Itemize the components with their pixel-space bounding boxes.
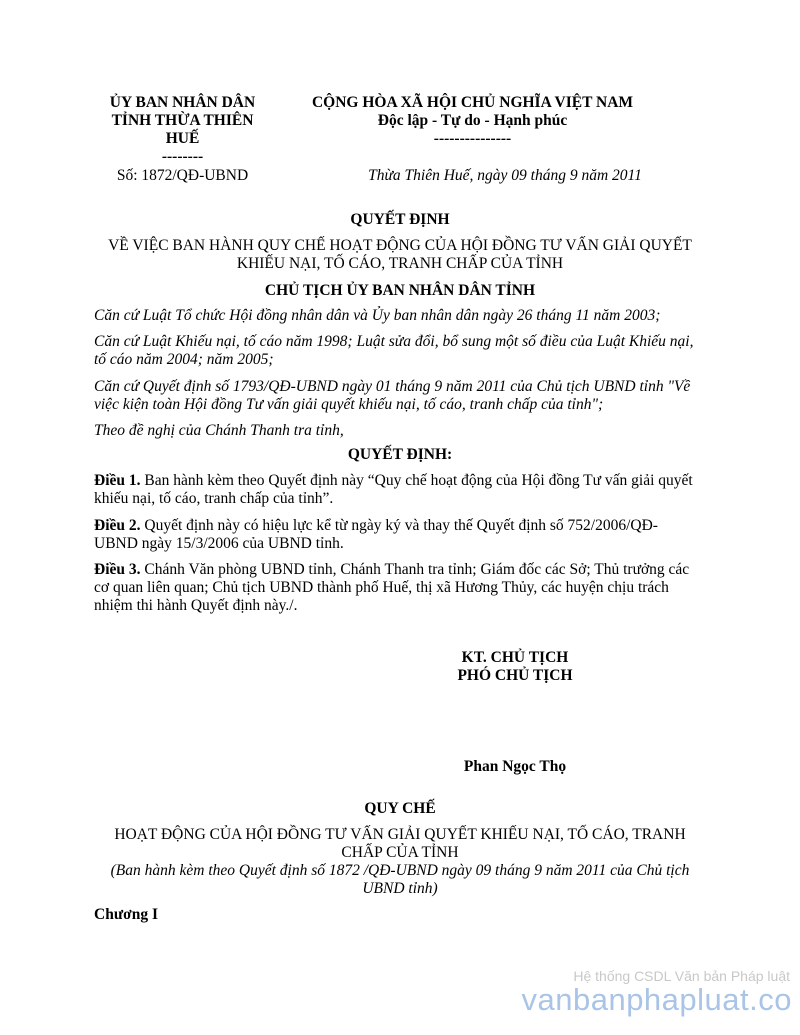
subject-line: HOẠT ĐỘNG CỦA HỘI ĐỒNG TƯ VẤN GIẢI QUYẾT KHIẾU NẠI, TỐ CÁO, TRANH bbox=[114, 826, 686, 843]
article-text: cơ quan liên quan; Chủ tịch UBND thành phố Huế, thị xã Hương Thủy, các huyện chịu trách bbox=[94, 579, 669, 596]
article-label: Điều 2. bbox=[94, 517, 141, 534]
note-line: UBND tỉnh) bbox=[362, 880, 438, 897]
basis-line: Căn cứ Quyết định số 1793/QĐ-UBND ngày 01 tháng 9 năm 2011 của Chủ tịch UBND tỉnh "Về bbox=[94, 378, 691, 395]
issuing-authority bbox=[90, 94, 275, 166]
article-text: UBND ngày 15/3/2006 của UBND tỉnh. bbox=[94, 535, 344, 552]
org-line: TỈNH THỪA THIÊN bbox=[111, 112, 254, 129]
decision-subject bbox=[90, 237, 710, 273]
basis-line: Căn cứ Luật Khiếu nại, tố cáo năm 1998; Luật sửa đổi, bổ sung một số điều của Luật Khiếu nại, bbox=[94, 333, 694, 350]
signature-position: PHÓ CHỦ TỊCH bbox=[457, 667, 573, 684]
subject-line: CHẤP CỦA TỈNH bbox=[341, 844, 459, 861]
regulation-issued-note bbox=[90, 862, 710, 898]
article-text: khiếu nại, tố cáo, tranh chấp của tỉnh”. bbox=[94, 490, 334, 507]
article-3 bbox=[94, 561, 704, 615]
org-divider: -------- bbox=[161, 148, 204, 165]
motto-divider: --------------- bbox=[433, 130, 512, 147]
regulation-subject bbox=[90, 826, 710, 862]
decides-heading: QUYẾT ĐỊNH: bbox=[347, 446, 453, 463]
legal-basis-2 bbox=[94, 333, 704, 369]
place-date: Thừa Thiên Huế, ngày 09 tháng 9 năm 2011 bbox=[368, 167, 642, 184]
article-1 bbox=[94, 472, 704, 508]
basis-line: việc kiện toàn Hội đồng Tư vấn giải quyết khiếu nại, tố cáo, tranh chấp của tỉnh"; bbox=[94, 396, 604, 413]
national-header bbox=[290, 94, 655, 148]
signer-name: Phan Ngọc Thọ bbox=[463, 758, 567, 775]
subject-line: KHIẾU NẠI, TỐ CÁO, TRANH CHẤP CỦA TỈNH bbox=[236, 255, 564, 272]
regulation-title: QUY CHẾ bbox=[364, 800, 436, 817]
watermark-site: vanbanphapluat.co bbox=[521, 982, 792, 1017]
article-text: Ban hành kèm theo Quyết định này “Quy chế hoạt động của Hội đồng Tư vấn giải quyết bbox=[140, 472, 693, 489]
org-line: HUẾ bbox=[165, 130, 200, 147]
legal-basis-3 bbox=[94, 378, 704, 414]
basis-line: tố cáo năm 2004; năm 2005; bbox=[94, 351, 274, 368]
article-label: Điều 3. bbox=[94, 561, 141, 578]
document-number: Số: 1872/QĐ-UBND bbox=[116, 167, 249, 184]
article-text: nhiệm thi hành Quyết định này./. bbox=[94, 597, 298, 614]
proposal-line: Theo đề nghị của Chánh Thanh tra tỉnh, bbox=[94, 422, 344, 439]
issuing-authority-title: CHỦ TỊCH ỦY BAN NHÂN DÂN TỈNH bbox=[264, 282, 536, 299]
signature-block bbox=[420, 649, 610, 685]
subject-line: VỀ VIỆC BAN HÀNH QUY CHẾ HOẠT ĐỘNG CỦA HỘI ĐỒNG TƯ VẤN GIẢI QUYẾT bbox=[108, 237, 692, 254]
article-2 bbox=[94, 517, 704, 553]
article-label: Điều 1. bbox=[94, 472, 141, 489]
article-text: Quyết định này có hiệu lực kể từ ngày ký và thay thế Quyết định số 752/2006/QĐ- bbox=[140, 517, 658, 534]
note-line: (Ban hành kèm theo Quyết định số 1872 /QĐ-UBND ngày 09 tháng 9 năm 2011 của Chủ tịch bbox=[110, 862, 690, 879]
motto: Độc lập - Tự do - Hạnh phúc bbox=[377, 112, 568, 129]
org-line: ỦY BAN NHÂN DÂN bbox=[109, 94, 256, 111]
decision-title: QUYẾT ĐỊNH bbox=[350, 211, 450, 228]
watermark-caption: Hệ thống CSDL Văn bản Pháp luật bbox=[573, 968, 790, 984]
nation-title: CỘNG HÒA XÃ HỘI CHỦ NGHĨA VIỆT NAM bbox=[311, 94, 634, 111]
article-text: Chánh Văn phòng UBND tỉnh, Chánh Thanh tra tỉnh; Giám đốc các Sở; Thủ trưởng các bbox=[140, 561, 690, 578]
chapter-heading: Chương I bbox=[94, 906, 158, 923]
signature-on-behalf: KT. CHỦ TỊCH bbox=[461, 649, 569, 666]
legal-basis-1: Căn cứ Luật Tổ chức Hội đồng nhân dân và Ủy ban nhân dân ngày 26 tháng 11 năm 2003; bbox=[94, 307, 661, 324]
